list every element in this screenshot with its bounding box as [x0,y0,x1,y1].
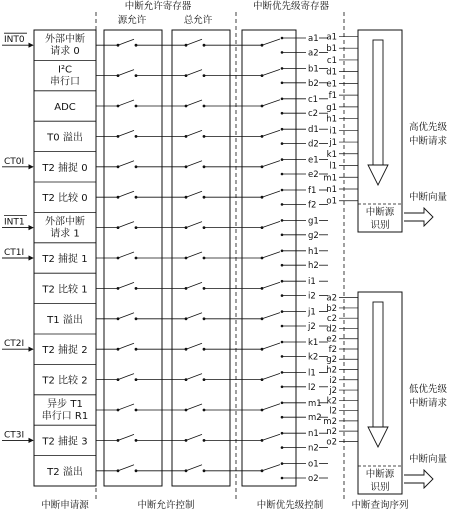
switch-blade [186,161,202,167]
source-label: I²C [58,64,72,76]
priority-output-label: j1 [308,307,316,318]
switch-blade [186,313,202,319]
high-queue-item: c1 [326,55,337,66]
priority-output-label: h1 [308,246,319,257]
priority-output-label: n2 [308,443,319,454]
switch-blade [186,343,202,349]
high-queue-arrow [373,40,383,165]
vector-label: 中断向量 [408,454,448,465]
low-queue-item: d2 [326,324,337,335]
identify-label: 中断源 [365,207,395,218]
source-label: T2 捕捉 0 [42,162,88,174]
switch-blade [262,221,280,227]
high-queue-item: a1 [326,32,337,43]
priority-output-label: g2 [308,230,319,241]
low-queue-box [358,292,402,494]
priority-output-label: m1 [308,398,322,409]
source-label: T2 捕捉 2 [42,345,88,357]
switch-blade [118,222,134,228]
source-label: T2 捕捉 1 [42,254,88,265]
priority-output-label: a2 [308,48,319,59]
source-label: 请求 1 [50,228,80,240]
priority-output-label: b2 [308,78,319,89]
high-queue-item: m1 [323,173,337,184]
priority-output-label: o2 [308,474,319,484]
vector-arrow [404,470,433,488]
switch-blade [118,313,134,319]
priority-output-label: h2 [308,261,319,272]
priority-output-label: n1 [308,429,319,440]
switch-blade [186,222,202,228]
priority-output-label: m2 [308,413,322,424]
source-enable-heading: 源允许 [117,15,147,26]
switch-blade [262,373,280,379]
high-queue-item: l1 [329,161,337,172]
input-pin-label: CT2I [4,339,25,350]
input-pin-label: INT1 [4,217,25,228]
low-request-label: 中断请求 [408,398,448,409]
low-queue-item: h2 [326,365,337,376]
source-label: 串行口 R1 [41,411,89,422]
enable-control-footer: 中断允许控制 [137,500,195,511]
vector-arrow [404,208,433,226]
input-pins [2,33,33,440]
priority-output-label: j2 [308,322,316,332]
switch-blade [262,313,280,319]
low-queue-item: i2 [329,375,337,386]
switch-blade [186,282,202,288]
identify-label: 识别 [370,220,390,231]
priority-output-label: c2 [308,109,319,120]
priority-output-label: g1 [308,216,319,227]
switch-blade [118,252,134,258]
priority-output-label: b1 [308,64,319,75]
high-queue-box [358,30,402,232]
low-queue-item: c2 [326,314,337,325]
high-queue-item: h1 [326,114,337,125]
input-pin-label: CT3I [4,430,25,441]
switch-blade [186,100,202,106]
switch-blade [262,282,280,288]
identify-label: 中断源 [365,469,395,480]
global-enable-heading: 总允许 [183,15,213,26]
switch-blade [262,161,280,167]
switch-blade [118,434,134,440]
low-queue-item: k2 [326,396,337,407]
priority-control-footer: 中断优先级控制 [256,500,324,511]
switch-blade [186,70,202,76]
switch-blade [118,130,134,136]
query-queues [323,32,358,447]
low-queue-item: j2 [329,386,337,397]
switch-blade [118,343,134,349]
high-queue-arrowhead [368,165,388,185]
switch-blade [262,69,280,75]
source-label: 串行口 [50,76,80,88]
switch-blade [262,39,280,45]
switch-blade [118,404,134,410]
vector-label: 中断向量 [408,192,448,203]
priority-output-label: e2 [308,170,319,180]
switch-blade [118,191,134,197]
high-queue-item: i1 [329,126,337,137]
priority-output-label: i2 [308,291,316,302]
switch-blade [262,465,280,471]
switch-blade [186,374,202,380]
switch-blade [262,100,280,106]
switch-blade [262,252,280,258]
input-pin-label: CT0I [4,156,25,167]
priority-output-label: l1 [308,368,316,379]
low-queue-item: l2 [329,406,337,417]
priority-output-label: d1 [308,125,319,136]
source-label: T0 溢出 [47,132,83,144]
low-queue-item: b2 [326,303,337,314]
switch-blade [262,343,280,349]
priority-output-label: i1 [308,277,316,288]
switch-blade [262,404,280,410]
priority-output-label: a1 [308,34,319,44]
switch-blade [186,434,202,440]
switch-blade [118,282,134,288]
low-queue-arrowhead [368,427,388,447]
high-queue-item: f1 [328,91,337,102]
source-label: 请求 0 [50,46,80,58]
switch-blade [186,191,202,197]
source-label: ADC [54,102,76,113]
switch-blade [118,161,134,167]
high-queue-item: d1 [326,67,337,78]
sources-footer: 中断申请源 [41,500,89,511]
switch-blade [118,465,134,471]
high-queue-item: b1 [326,44,337,55]
low-queue-item: g2 [326,355,337,366]
priority-output-label: f1 [308,186,317,196]
priority-output-label: k2 [308,352,319,363]
switch-blade [186,252,202,258]
low-queue-item: f2 [328,344,337,355]
switch-blade [186,404,202,410]
source-label: T1 溢出 [47,314,83,326]
priority-output-label: c1 [308,94,319,105]
priority-output-label: d2 [308,139,319,150]
priority-output-label: o1 [308,459,319,470]
low-queue-item: e2 [326,334,337,345]
switch-blade [186,465,202,471]
switch-blade [262,130,280,136]
switch-blade [262,191,280,197]
high-queue-item: g1 [326,102,337,113]
low-queue-arrow [373,302,383,427]
high-queue-item: o1 [326,196,337,207]
high-queue-item: n1 [326,184,337,195]
source-label: 异步 T1 [47,399,83,410]
switch-blade [118,374,134,380]
low-queue-item: n2 [326,427,337,438]
input-pin-label: CT1I [4,248,25,258]
high-queue-item: e1 [326,79,337,90]
switch-blade [186,130,202,136]
low-queue-item: o2 [326,437,337,448]
source-label: T2 比较 1 [42,284,88,296]
switch-blade [118,100,134,106]
source-label: 外部中断 [45,34,85,46]
low-queue-item: m2 [323,416,337,427]
priority-output-label: e1 [308,155,319,166]
source-rows [34,32,328,484]
priority-output-label: k1 [308,338,319,348]
query-sequence-footer: 中断查询序列 [351,500,409,511]
input-pin-label: INT0 [4,35,25,46]
source-label: T2 比较 0 [42,193,88,205]
switch-blade [262,434,280,440]
switch-blade [118,70,134,76]
source-label: T2 捕捉 3 [42,436,88,448]
source-label: T2 比较 2 [42,375,88,387]
switch-blade [118,39,134,45]
low-request-label: 低优先级 [408,384,448,395]
source-label: T2 溢出 [47,466,83,478]
priority-output-label: l2 [308,382,316,393]
low-queue-item: a2 [326,293,337,304]
high-request-label: 中断请求 [408,136,448,147]
priority-output-label: f2 [308,200,317,211]
high-request-label: 高优先级 [408,122,448,133]
switch-blade [186,39,202,45]
high-queue-item: k1 [326,149,337,160]
high-queue-item: j1 [329,138,337,149]
identify-label: 识别 [370,482,390,493]
priority-register-heading: 中断优先级寄存器 [252,1,330,12]
enable-register-heading: 中断允许寄存器 [124,1,192,12]
source-label: 外部中断 [45,216,85,228]
